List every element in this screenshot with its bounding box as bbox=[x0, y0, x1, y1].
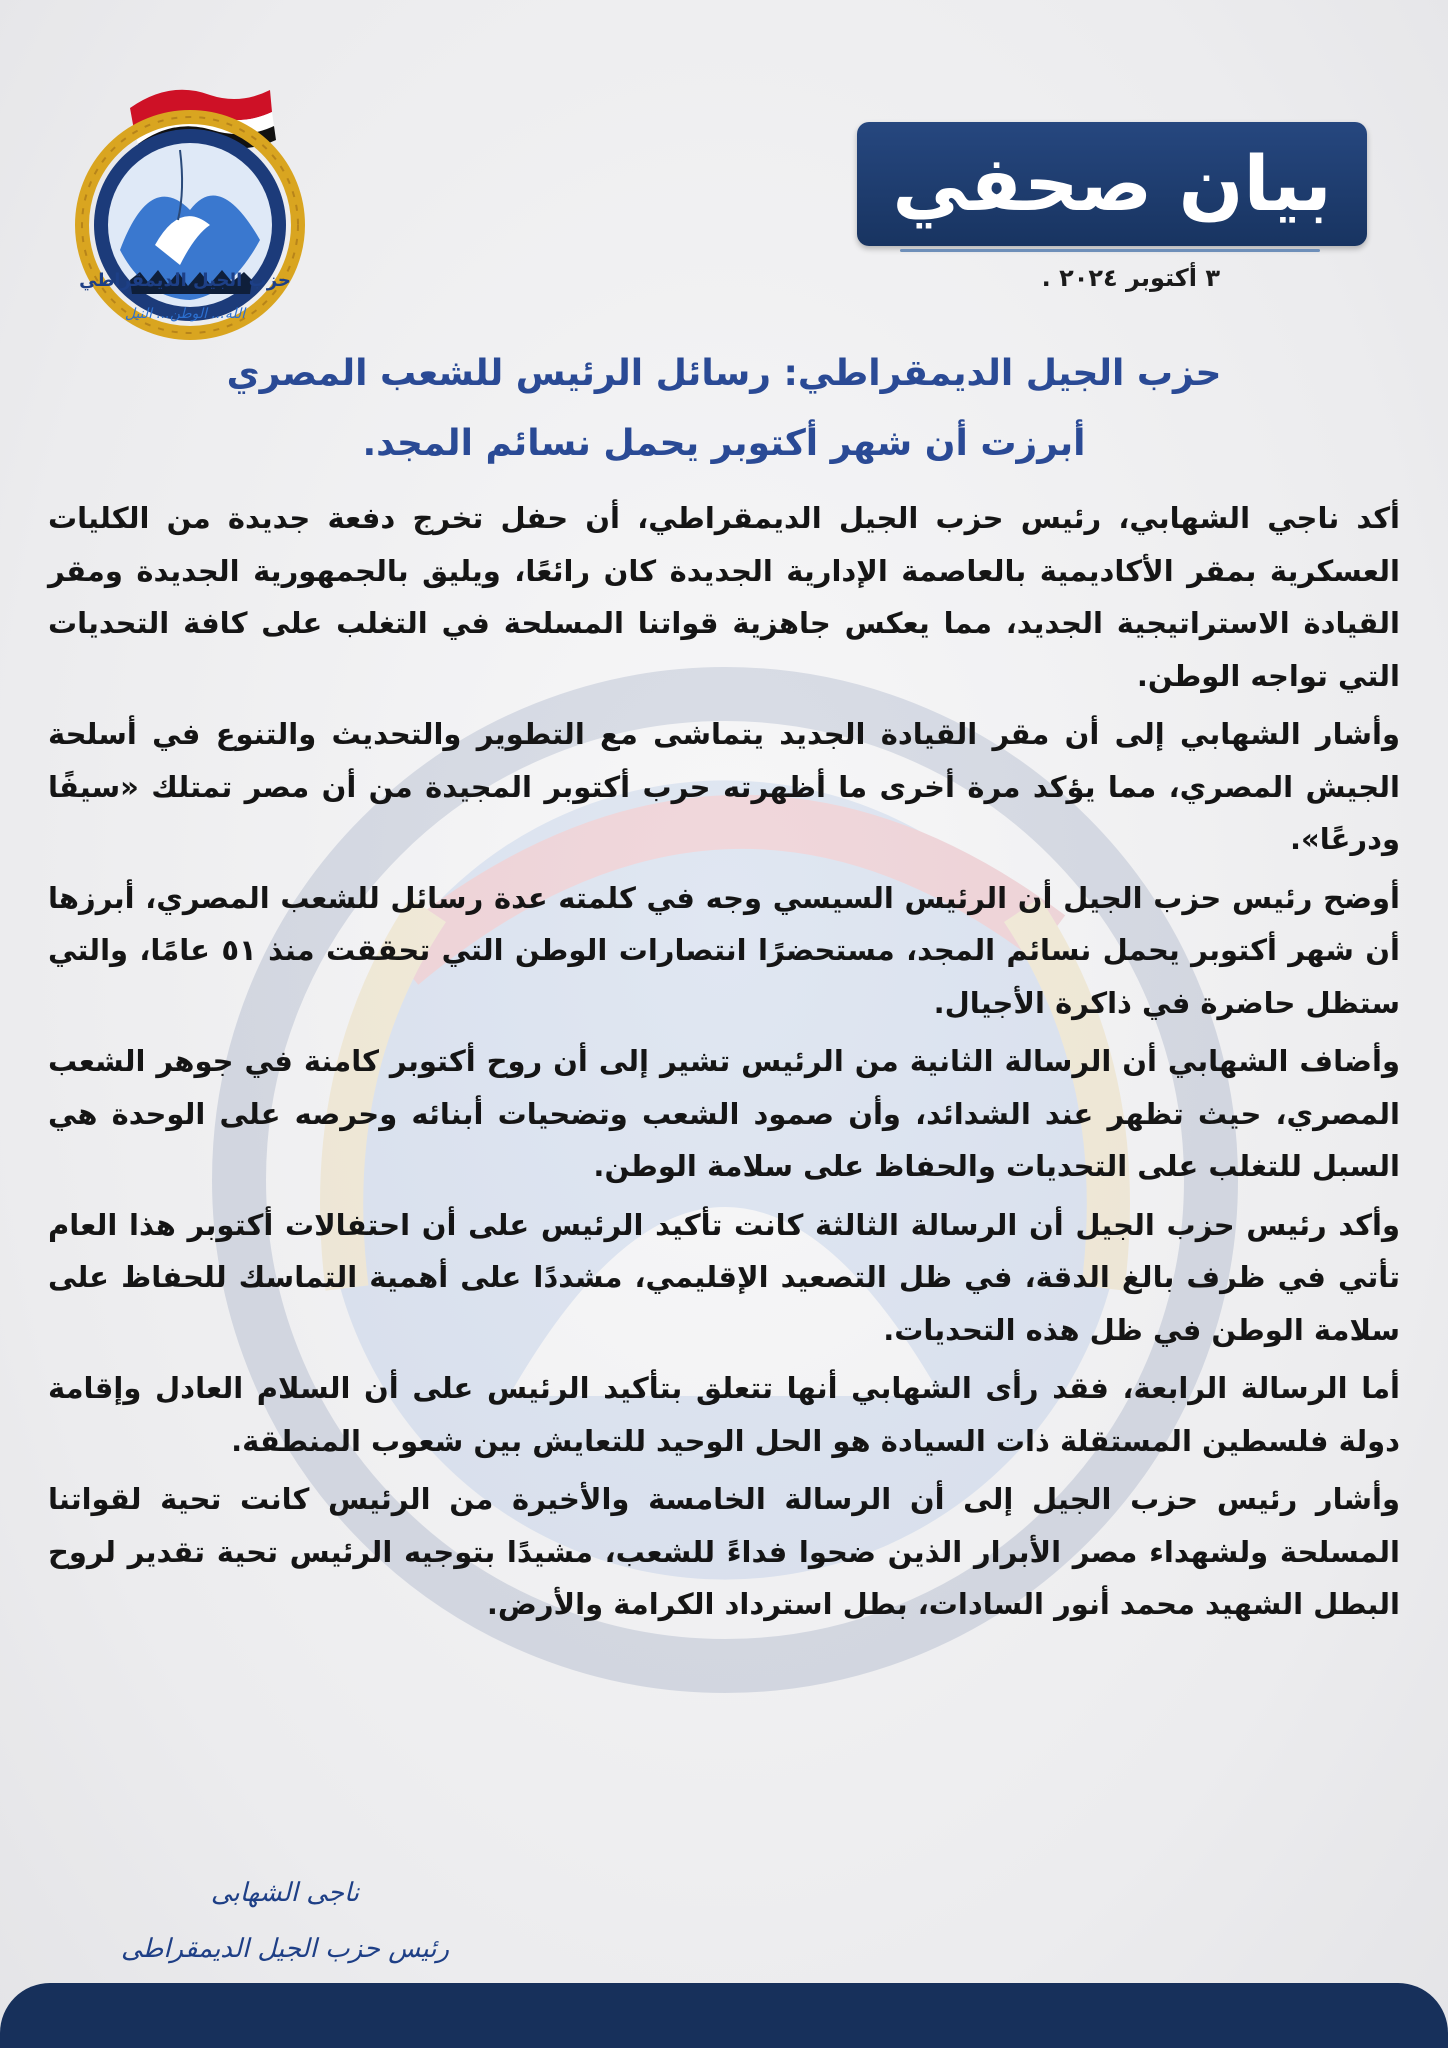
press-release-badge bbox=[857, 122, 1367, 246]
release-date: ٣ أكتوبر ٢٠٢٤ . bbox=[1041, 264, 1220, 292]
party-logo bbox=[60, 50, 320, 340]
signature-title: رئيس حزب الجيل الديمقراطى bbox=[120, 1934, 450, 1964]
headline-line-2: أبرزت أن شهر أكتوبر يحمل نسائم المجد. bbox=[362, 423, 1086, 464]
logo-slogan: الله... الوطن... النيل bbox=[124, 306, 246, 322]
signature-name: ناجى الشهابى bbox=[210, 1878, 360, 1908]
headline-line-1: حزب الجيل الديمقراطي: رسائل الرئيس للشعب المصري bbox=[226, 353, 1222, 394]
paragraph: أوضح رئيس حزب الجيل أن الرئيس السيسي وجه في كلمته عدة رسائل للشعب المصري، أبرزها أن شهر أكتوبر يحمل نسائم المجد، مستحضرًا انتصارات الوطن التي تحققت منذ ٥١ عامًا، والتي ستظل حاضرة في ذاكرة الأجيال. bbox=[48, 880, 1400, 1020]
press-release-title: بيان صحفي bbox=[892, 139, 1332, 228]
paragraph: أما الرسالة الرابعة، فقد رأى الشهابي أنها تتعلق بتأكيد الرئيس على أن السلام العادل وإقامة دولة فلسطين المستقلة ذات السيادة هو الحل الوحيد للتعايش بين شعوب المنطقة. bbox=[48, 1371, 1400, 1458]
paragraph: وأشار رئيس حزب الجيل إلى أن الرسالة الخامسة والأخيرة من الرئيس كانت تحية لقواتنا المسلحة ولشهداء مصر الأبرار الذين ضحوا فداءً للشعب، مشيدًا بتوجيه الرئيس تحية تقدير لروح البطل الشهيد محمد أنور السادات، بطل استرداد الكرامة والأرض. bbox=[48, 1482, 1400, 1621]
paragraph: وأضاف الشهابي أن الرسالة الثانية من الرئيس تشير إلى أن روح أكتوبر كامنة في جوهر الشعب المصري، حيث تظهر عند الشدائد، وأن صمود الشعب وتضحيات أبنائه وحرصه على الوحدة هي السبل للتغلب على التحديات والحفاظ على سلامة الوطن. bbox=[48, 1044, 1400, 1183]
paragraph: أكد ناجي الشهابي، رئيس حزب الجيل الديمقراطي، أن حفل تخرج دفعة جديدة من الكليات العسكرية بمقر الأكاديمية بالعاصمة الإدارية الجديدة كان رائعًا، ويليق بالجمهورية الجديدة ومقر القيادة الاستراتيجية الجديد، مما يعكس جاهزية قواتنا المسلحة في التغلب على كافة التحديات التي تواجه الوطن. bbox=[48, 501, 1400, 693]
logo-party-name: حزب الجيل الديمقراطي bbox=[79, 270, 291, 291]
footer-bar bbox=[0, 1983, 1448, 2048]
paragraph: وأشار الشهابي إلى أن مقر القيادة الجديد يتماشى مع التطوير والتحديث والتنوع في أسلحة الجيش المصري، مما يؤكد مرة أخرى ما أظهرته حرب أكتوبر المجيدة من أن مصر تمتلك «سيفًا ودرعًا». bbox=[48, 717, 1400, 856]
paragraph: وأكد رئيس حزب الجيل أن الرسالة الثالثة كانت تأكيد الرئيس على أن احتفالات أكتوبر هذا العام تأتي في ظرف بالغ الدقة، في ظل التصعيد الإقليمي، مشددًا على أهمية التماسك للحفاظ على سلامة الوطن في ظل هذه التحديات. bbox=[48, 1207, 1400, 1347]
badge-underline bbox=[900, 249, 1320, 252]
article-body bbox=[48, 492, 1400, 1637]
